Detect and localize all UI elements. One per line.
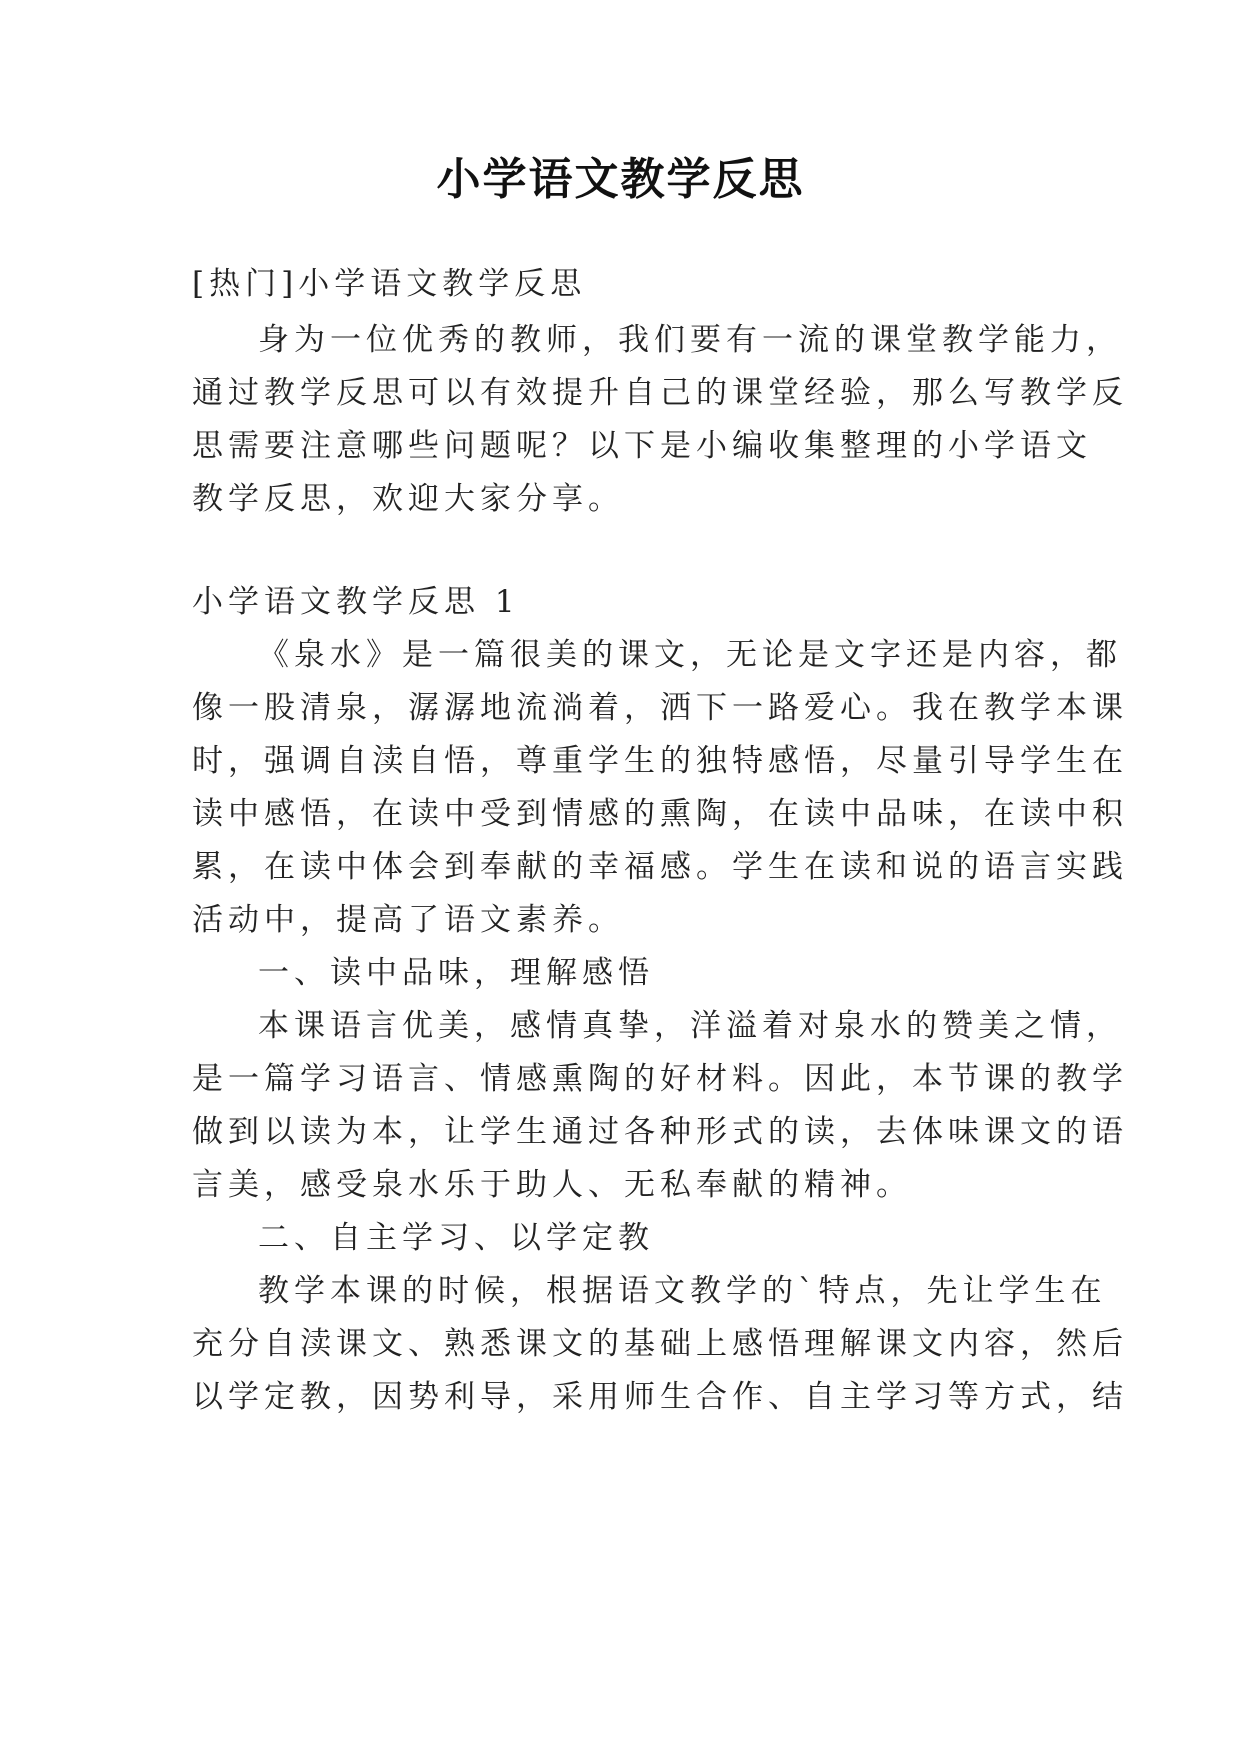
paragraph-line: 思需要注意哪些问题呢？以下是小编收集整理的小学语文 bbox=[192, 428, 1092, 464]
subsection-heading: 二、自主学习、以学定教 bbox=[258, 1220, 654, 1256]
paragraph-line: 活动中，提高了语文素养。 bbox=[192, 902, 624, 938]
paragraph-line: 以学定教，因势利导，采用师生合作、自主学习等方式，结 bbox=[192, 1379, 1128, 1415]
paragraph-line: 《泉水》是一篇很美的课文，无论是文字还是内容，都 bbox=[258, 637, 1122, 673]
paragraph-line: 教学反思，欢迎大家分享。 bbox=[192, 481, 624, 517]
intro-heading: [热门]小学语文教学反思 bbox=[192, 266, 587, 302]
paragraph-line: 时，强调自渎自悟，尊重学生的独特感悟，尽量引导学生在 bbox=[192, 743, 1128, 779]
paragraph-line: 身为一位优秀的教师，我们要有一流的课堂教学能力， bbox=[258, 322, 1122, 358]
paragraph-line: 通过教学反思可以有效提升自己的课堂经验，那么写教学反 bbox=[192, 375, 1128, 411]
paragraph-line: 读中感悟，在读中受到情感的熏陶，在读中品味，在读中积 bbox=[192, 796, 1128, 832]
paragraph-line: 言美，感受泉水乐于助人、无私奉献的精神。 bbox=[192, 1167, 912, 1203]
paragraph-line: 本课语言优美，感情真挚，洋溢着对泉水的赞美之情， bbox=[258, 1008, 1122, 1044]
paragraph-line: 做到以读为本，让学生通过各种形式的读，去体味课文的语 bbox=[192, 1114, 1128, 1150]
paragraph-line: 教学本课的时候，根据语文教学的`特点，先让学生在 bbox=[258, 1273, 1107, 1309]
document-title: 小学语文教学反思 bbox=[436, 154, 805, 205]
paragraph-line: 像一股清泉，潺潺地流淌着，洒下一路爱心。我在教学本课 bbox=[192, 690, 1128, 726]
subsection-heading: 一、读中品味，理解感悟 bbox=[258, 955, 654, 991]
paragraph-line: 累，在读中体会到奉献的幸福感。学生在读和说的语言实践 bbox=[192, 849, 1128, 885]
paragraph-line: 是一篇学习语言、情感熏陶的好材料。因此，本节课的教学 bbox=[192, 1061, 1128, 1097]
paragraph-line: 充分自渎课文、熟悉课文的基础上感悟理解课文内容，然后 bbox=[192, 1326, 1128, 1362]
section-heading: 小学语文教学反思 1 bbox=[192, 584, 520, 620]
